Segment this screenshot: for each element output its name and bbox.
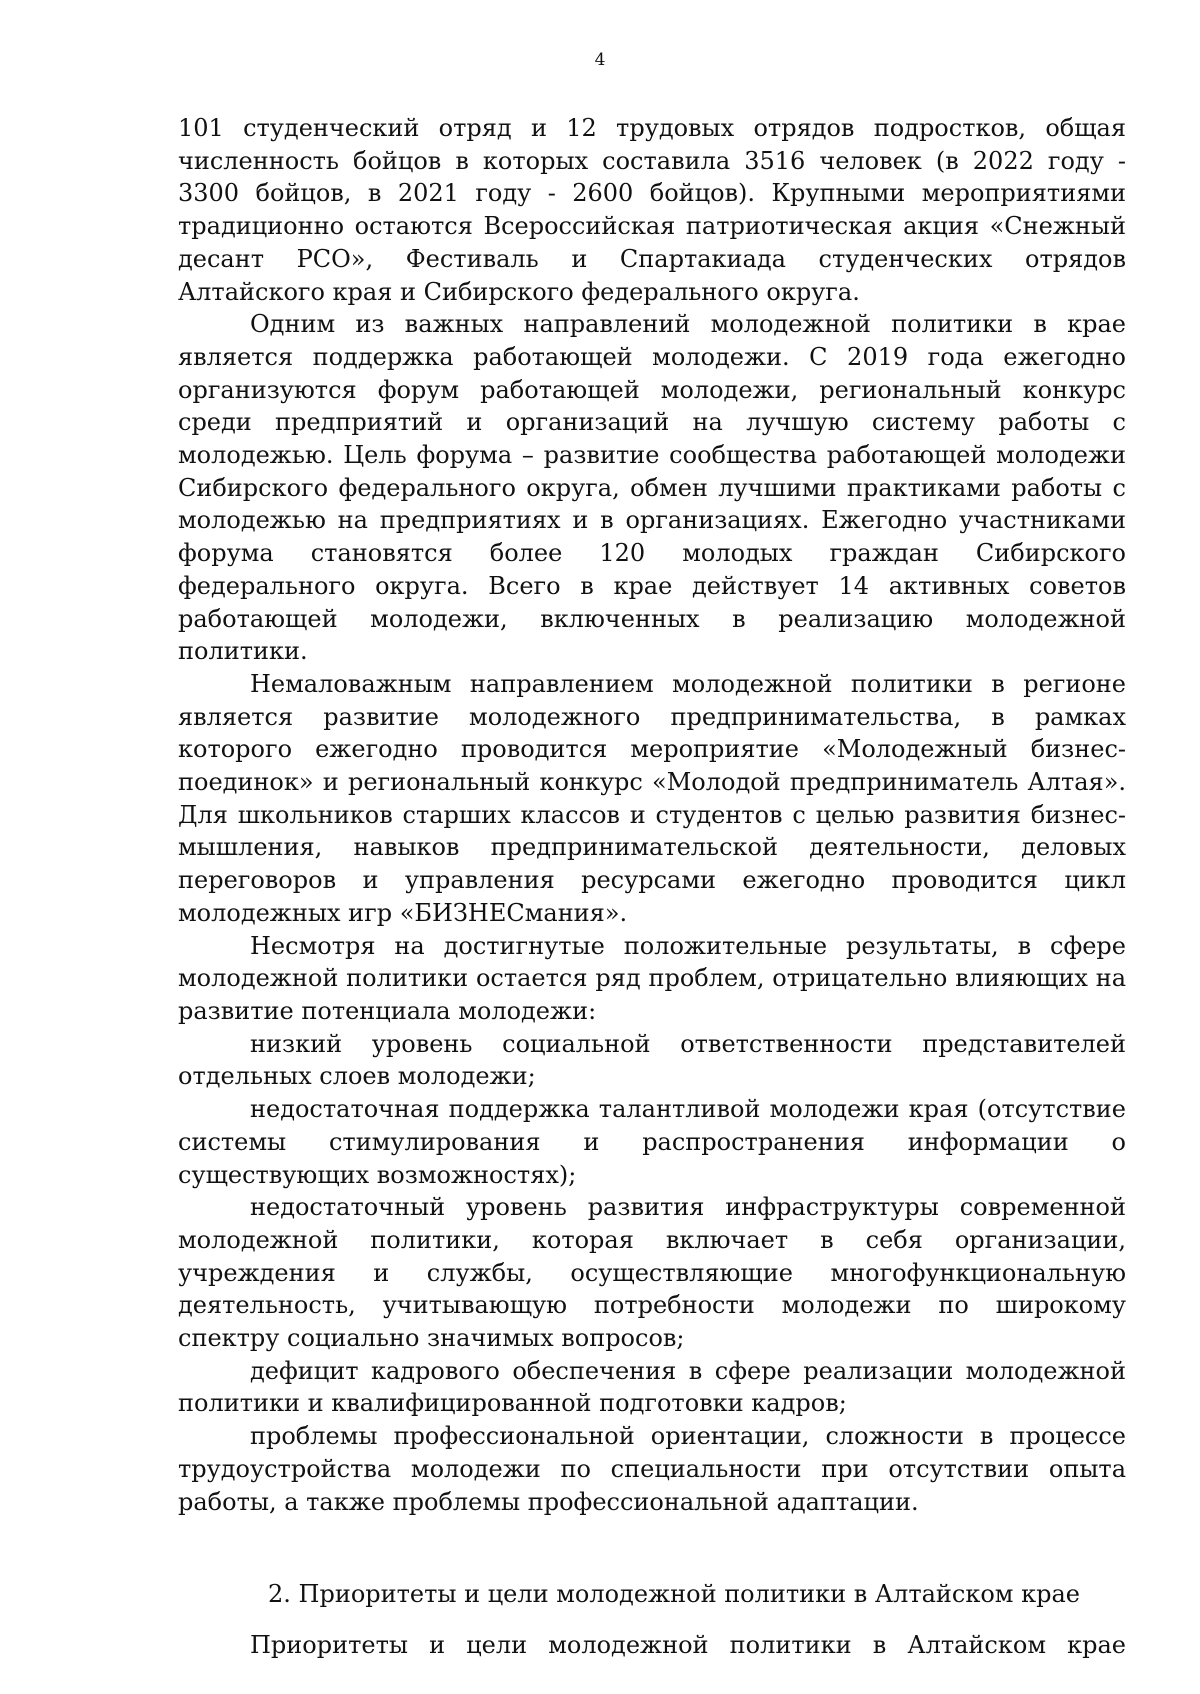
section-first-line: Приоритеты и цели молодежной политики в Алтайском крае bbox=[250, 1630, 1126, 1659]
document-body bbox=[178, 112, 1126, 1662]
section-heading: 2. Приоритеты и цели молодежной политики в Алтайском крае bbox=[268, 1580, 1080, 1609]
paragraph-problems-intro: Несмотря на достигнутые положительные результаты, в сфере молодежной политики остается ряд проблем, отрицательно влияющих на развитие потенциала молодежи: bbox=[178, 931, 1126, 1025]
page-number: 4 bbox=[594, 50, 606, 70]
paragraph-student-detachments: 101 студенческий отряд и 12 трудовых отрядов подростков, общая численность бойцов в которых составила 3516 человек (в 2022 году - 3300 бойцов, в 2021 году - 2600 бойцов). Крупными мероприятиями традиционно остаются Всероссийская патриотическая акция «Снежный десант РСО», Фестиваль и Спартакиада студенческих отрядов Алтайского края и Сибирского федерального округа. bbox=[178, 114, 1126, 306]
problem-item-infrastructure: недостаточный уровень развития инфраструктуры современной молодежной политики, которая включает в себя организации, учреждения и службы, осуществляющие многофункциональную деятельность, учитывающую потребности молодежи по широкому спектру социально значимых вопросов; bbox=[178, 1193, 1126, 1353]
problem-item-social-responsibility: низкий уровень социальной ответственности представителей отдельных слоев молодежи; bbox=[178, 1029, 1126, 1091]
paragraph-working-youth: Одним из важных направлений молодежной политики в крае является поддержка работающей молодежи. С 2019 года ежегодно организуются форум работающей молодежи, региональный конкурс среди предприятий и организаций на лучшую систему работы с молодежью. Цель форума – развитие сообщества работающей молодежи Сибирского федерального округа, обмен лучшими практиками работы с молодежью на предприятиях и в организациях. Ежегодно участниками форума становятся более 120 молодых граждан Сибирского федерального округа. Всего в крае действует 14 активных советов работающей молодежи, включенных в реализацию молодежной политики. bbox=[178, 310, 1126, 666]
problem-item-staffing: дефицит кадрового обеспечения в сфере реализации молодежной политики и квалифицированной подготовки кадров; bbox=[178, 1356, 1126, 1418]
paragraph-youth-entrepreneurship: Немаловажным направлением молодежной политики в регионе является развитие молодежного предпринимательства, в рамках которого ежегодно проводится мероприятие «Молодежный бизнес-поединок» и региональный конкурс «Молодой предприниматель Алтая». Для школьников старших классов и студентов с целью развития бизнес-мышления, навыков предпринимательской деятельности, деловых переговоров и управления ресурсами ежегодно проводится цикл молодежных игр «БИЗНЕСмания». bbox=[178, 669, 1126, 927]
problem-item-talented-youth-support: недостаточная поддержка талантливой молодежи края (отсутствие системы стимулирования и распространения информации о существующих возможностях); bbox=[178, 1095, 1126, 1189]
problem-item-career-orientation: проблемы профессиональной ориентации, сложности в процессе трудоустройства молодежи по специальности при отсутствии опыта работы, а также проблемы профессиональной адаптации. bbox=[178, 1422, 1126, 1516]
